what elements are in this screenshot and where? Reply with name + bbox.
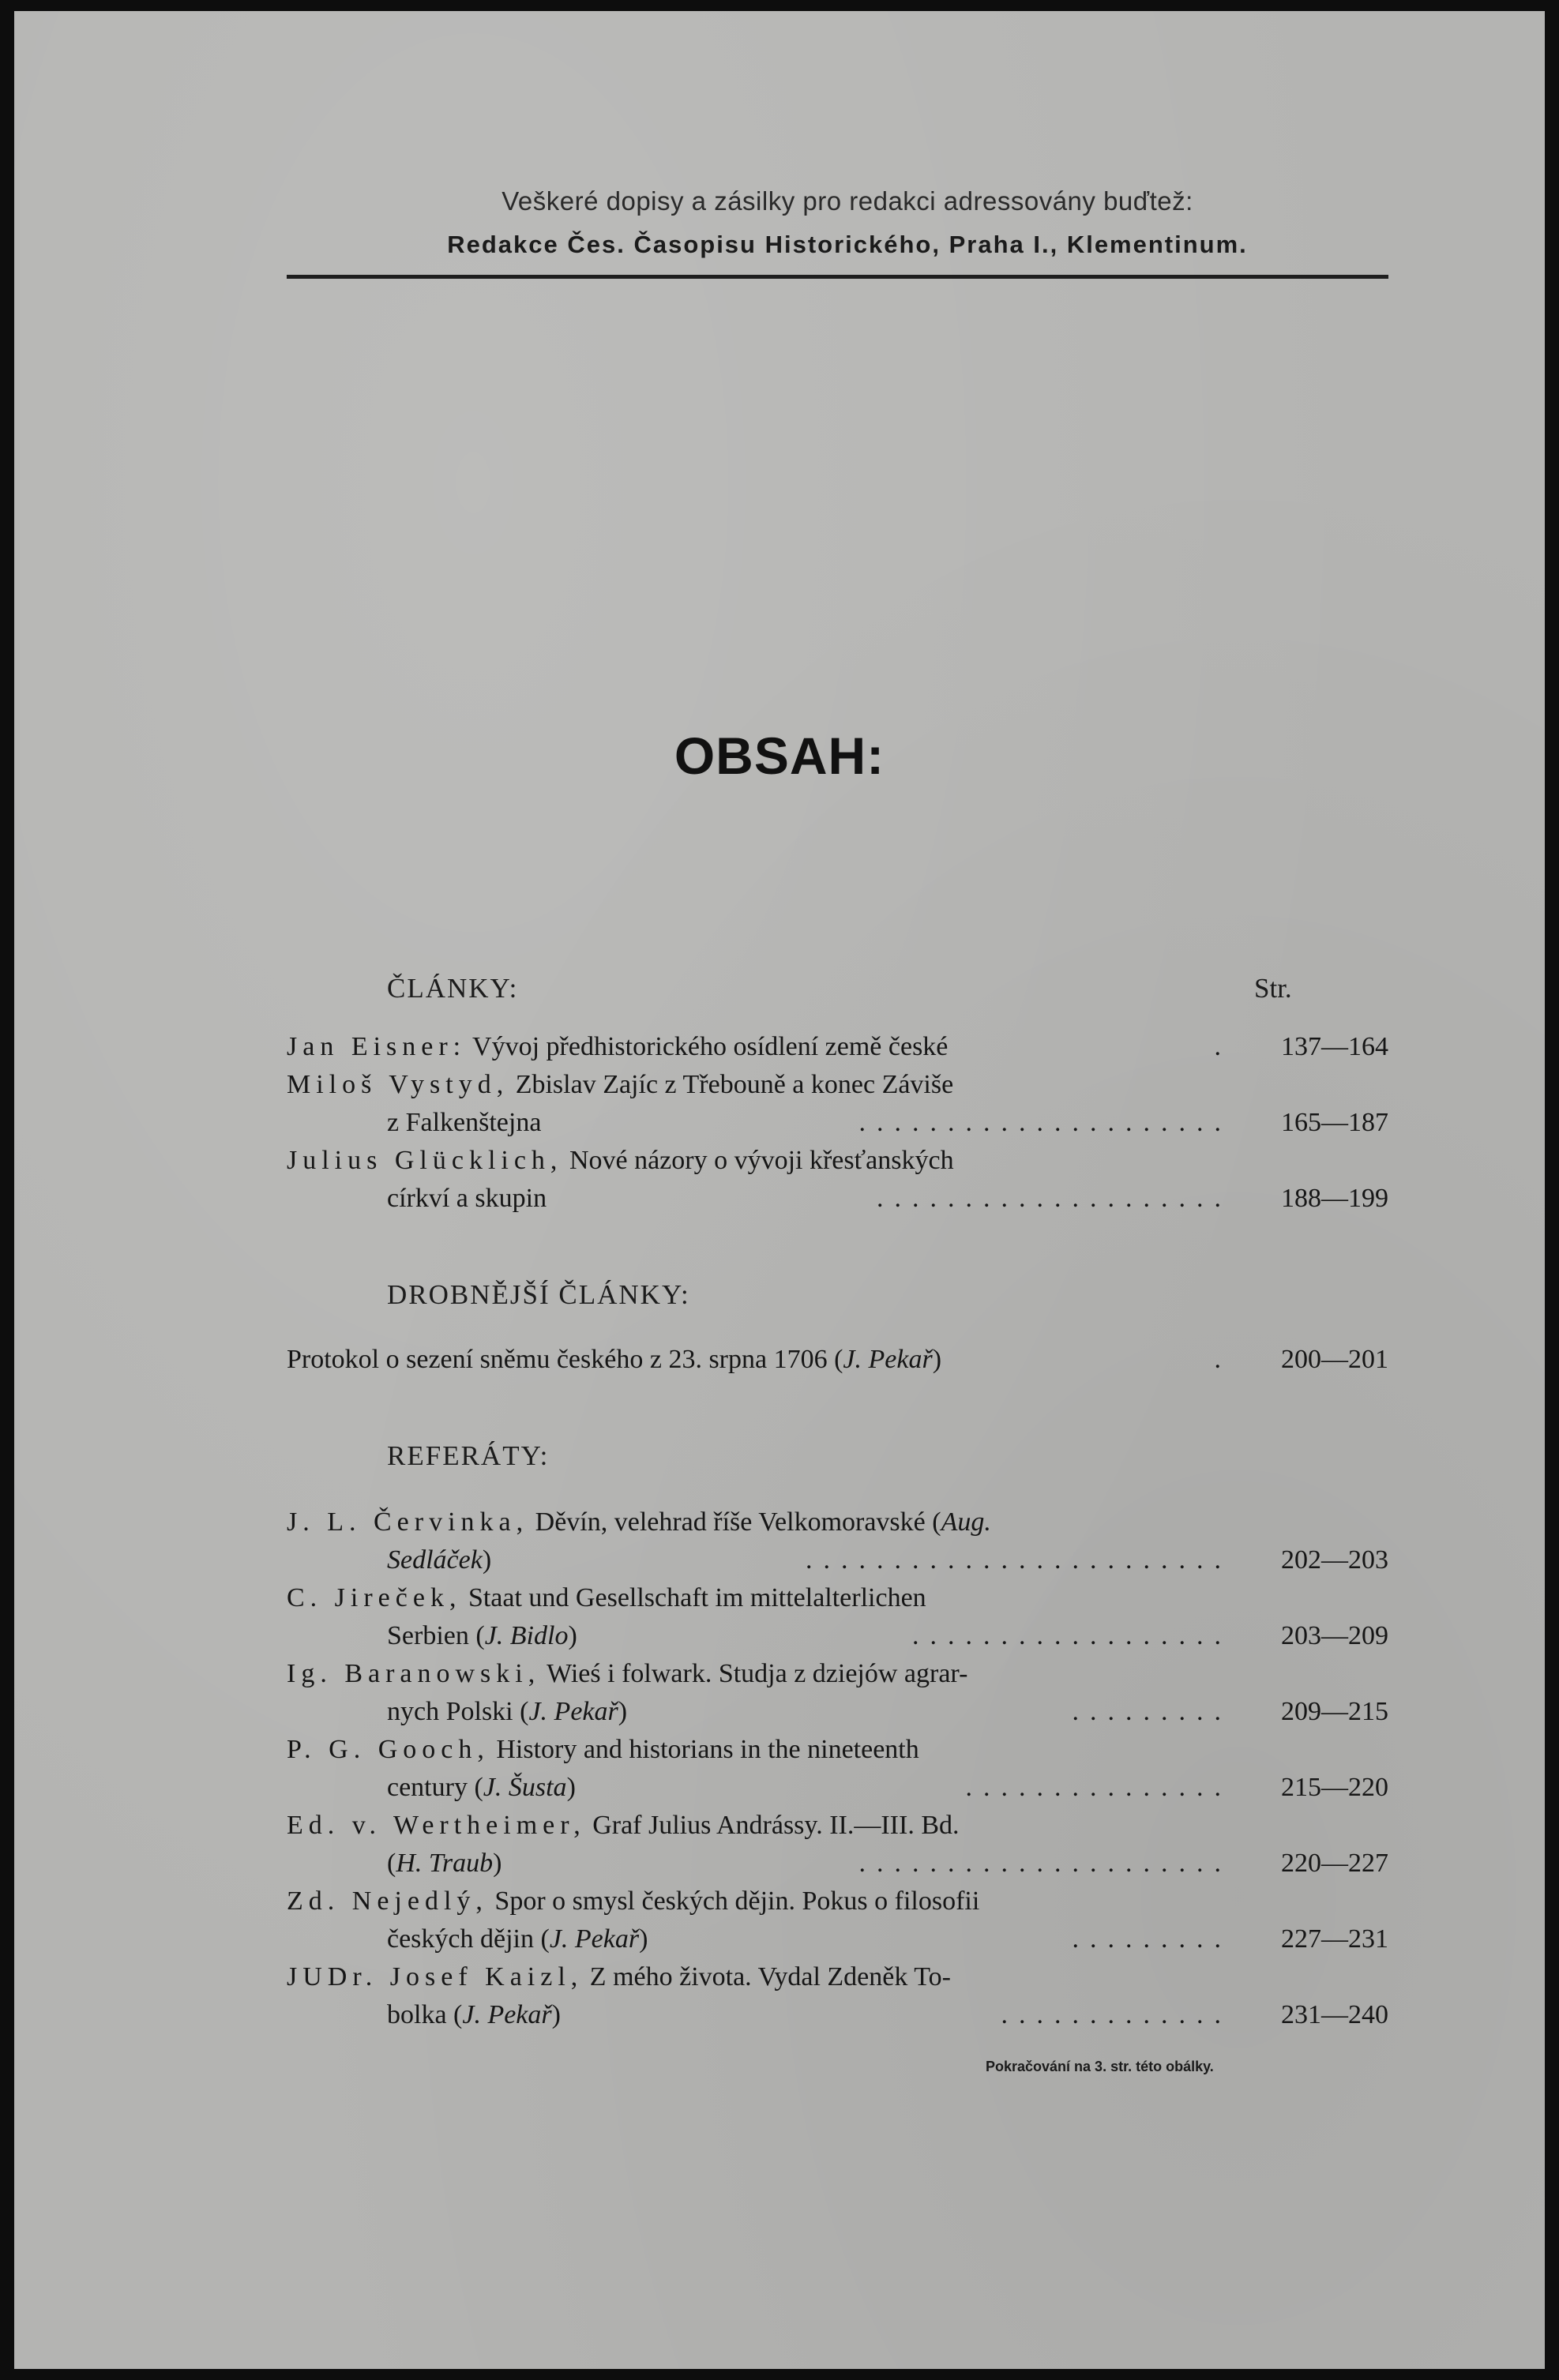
entry-author: Zd. Nejedlý, [287,1886,488,1916]
leader-dots: ......... [1072,1924,1232,1954]
entry-pages: 231—240 [1281,2000,1388,2029]
entry-title: Nové názory o vývoji křesťanských [562,1146,954,1175]
toc-entry[interactable] [287,1958,1388,1996]
toc-entry-continuation: bolka (J. Pekař) ............. 231—240 [387,1996,1388,2034]
entry-pages: 220—227 [1281,1849,1388,1878]
entry-editor: J. Pekař [462,2000,552,2029]
toc-entry-continuation [387,1180,1388,1218]
entry-title-cont: z Falkenštejna [387,1108,542,1137]
toc-entry[interactable] [287,1503,1388,1541]
toc-entry[interactable] [287,1142,1388,1180]
leader-dots: ......... [1072,1697,1232,1726]
entry-title: History and historians in the nineteenth [489,1735,919,1764]
toc-entry-continuation: Serbien (J. Bidlo) .................. 203—209 [387,1617,1388,1655]
entry-author: P. G. Gooch, [287,1735,490,1764]
entry-author: C. Jireček, [287,1583,462,1612]
entry-editor: J. Bidlo [484,1621,569,1650]
entry-title: Graf Julius Andrássy. II.—III. Bd. [585,1811,960,1840]
entry-author: Julius Glücklich, [287,1146,563,1175]
leader-dots: ..................... [858,1108,1232,1137]
address-notice-line1: Veškeré dopisy a zásilky pro redakci adressovány buďtež: [502,186,1193,216]
toc-entry[interactable] [287,1066,1388,1104]
entry-pages: 200—201 [1281,1345,1388,1374]
entry-pages: 188—199 [1281,1184,1388,1213]
toc-entry-continuation: nych Polski (J. Pekař) ......... 209—215 [387,1693,1388,1731]
entry-editor: Aug. [941,1507,991,1537]
entry-pages: 215—220 [1281,1773,1388,1802]
entry-author: Miloš Vystyd, [287,1070,509,1099]
entry-author: JUDr. Josef Kaizl, [287,1962,584,1991]
toc-entry[interactable] [287,1883,1388,1920]
leader-dots: .................. [912,1621,1232,1650]
toc-entry[interactable] [287,1028,1388,1066]
entry-author: Ig. Baranowski, [287,1659,541,1688]
toc-entry[interactable] [287,1807,1388,1845]
toc-entry-continuation: Sedláček) ........................ 202—203 [387,1541,1388,1579]
entry-editor: H. Traub [396,1849,494,1878]
entry-pages: 209—215 [1281,1697,1388,1726]
entry-title: Z mého života. Vydal Zdeněk To- [583,1962,951,1991]
entry-title: Protokol o sezení sněmu českého z 23. srpna 1706 ( [287,1345,843,1374]
section-heading-clanky: ČLÁNKY: [387,973,519,1004]
entry-title: Wieś i folwark. Studja z dziejów agrar- [540,1659,968,1688]
toc-entry-continuation: českých dějin (J. Pekař) ......... 227—231 [387,1920,1388,1958]
toc-entry[interactable]: Protokol o sezení sněmu českého z 23. srpna 1706 (J. Pekař) . 200—201 [287,1341,1388,1379]
entry-author: J. L. Červinka, [287,1507,529,1537]
entry-author: Jan Eisner: [287,1032,467,1061]
entry-title: Děvín, velehrad říše Velkomoravské ( [528,1507,941,1537]
entry-editor: J. Pekař [843,1345,933,1374]
entry-title: Zbislav Zajíc z Třebouně a konec Záviše [509,1070,954,1099]
toc-entry[interactable] [287,1579,1388,1617]
journal-cover-page [14,11,1545,2369]
toc-entry-continuation: (H. Traub) ..................... 220—227 [387,1845,1388,1883]
entry-pages: 137—164 [1281,1032,1388,1061]
leader-dots: ............. [1001,2000,1232,2029]
leader-dots: .................... [877,1184,1232,1213]
toc-entry[interactable] [287,1655,1388,1693]
entry-pages: 203—209 [1281,1621,1388,1650]
section-heading-referaty: REFERÁTY: [387,1440,550,1471]
entry-title: Staat und Gesellschaft im mittelalterlichen [461,1583,926,1612]
entry-title: Vývoj předhistorického osídlení země české [466,1032,949,1061]
toc-entry-continuation [387,1104,1388,1142]
page-column-label: Str. [1254,973,1292,1004]
entry-title: Spor o smysl českých dějin. Pokus o filosofii [487,1886,980,1916]
section-heading-drobnejsi: DROBNĚJŠÍ ČLÁNKY: [387,1279,690,1310]
entry-pages: 227—231 [1281,1924,1388,1954]
entry-author: Ed. v. Wertheimer, [287,1811,586,1840]
address-notice-line2: Redakce Čes. Časopisu Historického, Praha I., Klementinum. [447,231,1248,258]
page-title: OBSAH: [674,726,885,785]
entry-editor: J. Pekař [528,1697,618,1726]
entry-title-cont: církví a skupin [387,1184,547,1213]
entry-editor: J. Pekař [549,1924,640,1954]
toc-entry-continuation: century (J. Šusta) ............... 215—220 [387,1769,1388,1807]
entry-pages: 165—187 [1281,1108,1388,1137]
entry-editor: Sedláček [387,1545,483,1575]
leader-dots: . [1214,1345,1232,1374]
leader-dots: ..................... [858,1849,1232,1878]
leader-dots: . [1214,1032,1232,1061]
continuation-note: Pokračování na 3. str. této obálky. [986,2059,1214,2074]
leader-dots: ........................ [806,1545,1232,1575]
header-rule [287,275,1388,279]
toc-entry[interactable] [287,1731,1388,1769]
entry-pages: 202—203 [1281,1545,1388,1575]
leader-dots: ............... [965,1773,1232,1802]
entry-editor: J. Šusta [483,1773,567,1802]
